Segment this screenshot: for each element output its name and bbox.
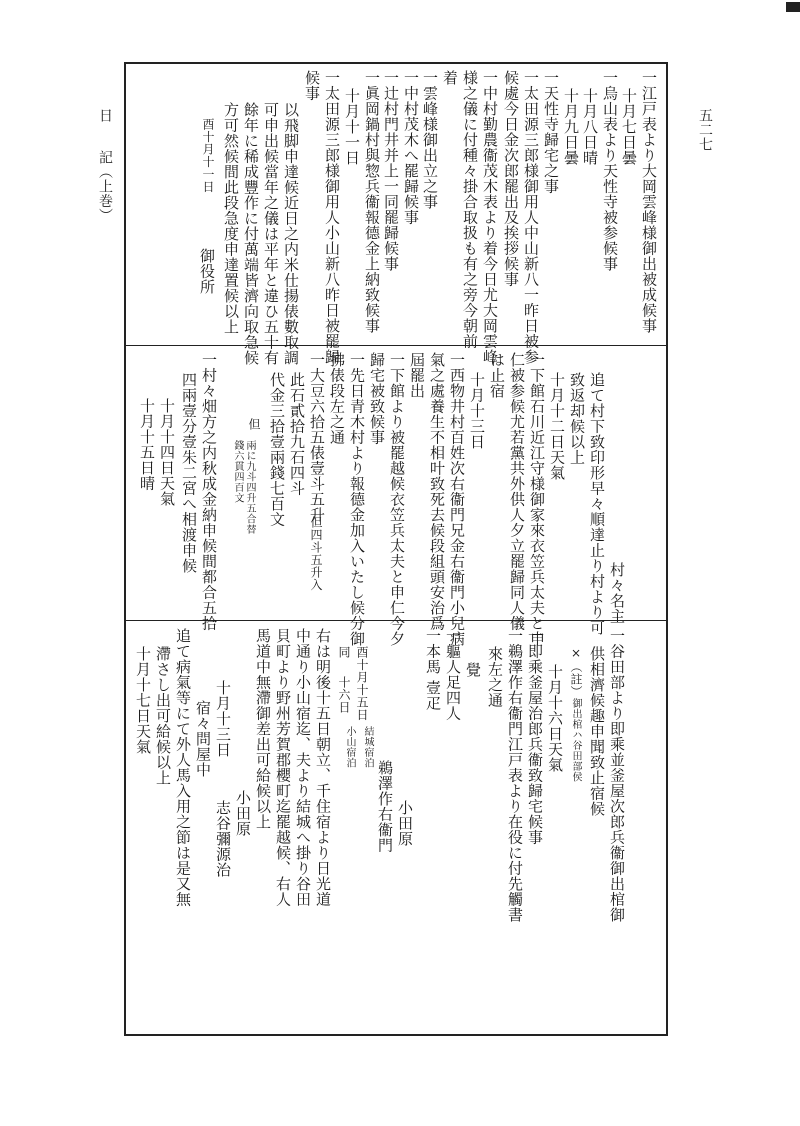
text-column: 鵜澤作右衞門	[376, 760, 394, 853]
text-column: 結城宿泊	[362, 726, 373, 768]
text-column: ×（註）	[569, 646, 583, 698]
text-column: 供相濟候趣申聞致止宿候	[588, 646, 606, 817]
text-column: 仁被参候尤若黨共外供人夕立罷歸同人儀	[508, 352, 526, 631]
text-column: 此石貳拾九石四斗	[288, 372, 306, 496]
text-column: 覺	[464, 662, 482, 678]
text-column: 追て村下致印形早々順達止り村より可	[588, 372, 606, 636]
text-column: 歸宅被致候事	[368, 352, 386, 445]
section-divider	[126, 345, 666, 346]
text-column: 一天性寺歸宅之事	[542, 70, 560, 194]
text-column: 一谷田部より即乘並釜屋次郎兵衞御出棺御	[608, 628, 626, 923]
scan-mark	[786, 2, 800, 12]
text-column: 御出棺ハ谷田部侯	[570, 698, 581, 782]
text-column: 十月九日曇	[562, 88, 580, 166]
text-column: 小山宿泊	[344, 726, 355, 768]
text-column: 方可然候間此段急度申達置候以上	[222, 102, 240, 335]
running-title-right: 記（上巻）	[97, 150, 113, 223]
text-column: 一西物井村百姓次右衞門兄金右衞門小兒病	[448, 352, 466, 647]
text-column: 可申出候當年之儀は平年と違ひ五十有	[262, 102, 280, 366]
page-number: 五二七	[697, 108, 713, 152]
text-column: 四兩壹分壹朱二宮へ相渡申候	[180, 372, 198, 574]
text-column: 一下館より被罷越候衣笠兵太夫と申仁今夕	[388, 352, 406, 647]
text-column: 宿々問屋中	[194, 700, 212, 778]
text-column: 御役所	[198, 248, 216, 295]
text-column: 但	[247, 418, 261, 431]
text-column: 來左之通	[486, 646, 504, 708]
text-column: 一村々畑方之内秋成金納申候間都合五拾	[200, 352, 218, 631]
text-column: 着	[441, 70, 459, 86]
text-column: 餘年に稀成豐作に付萬端皆濟向取急候	[242, 102, 260, 366]
text-column: 村々名主	[608, 562, 626, 624]
text-column: 以飛脚申達候近日之内米仕揚俵數取調	[282, 102, 300, 366]
text-column: 様之儀に付種々掛合取扱も有之旁今朝前	[461, 70, 479, 349]
text-column: 候事	[303, 70, 321, 101]
text-column: 一軀人足四人	[444, 628, 462, 721]
text-column: 滯さし出可給候以上	[154, 646, 172, 786]
text-column: 一大豆六拾五俵壹斗五升	[308, 352, 326, 523]
text-column: 一下館石川近江守様御家來衣笠兵太夫と申	[528, 352, 546, 647]
text-column: 十月十一日	[343, 88, 361, 166]
text-column: 代金三拾壹兩錢七百文	[268, 372, 286, 527]
text-column: 屆罷出	[408, 352, 426, 399]
text-column: 十六日	[337, 676, 351, 714]
text-column: 候處今日金次郎罷出及挨拶候事	[502, 70, 520, 287]
text-column: 十月十六日天氣	[546, 664, 564, 773]
text-column: 一中村茂木へ罷歸候事	[402, 70, 420, 225]
text-column: 一雲峰様御出立之事	[421, 70, 439, 210]
text-column: 壹疋	[424, 680, 442, 711]
text-column: 右は明後十五日朝立、千住宿より日光道	[314, 628, 332, 907]
text-column: 兩に九斗四升五合替	[244, 440, 255, 535]
text-column: 一眞岡鍋村與惣兵衞報德金上納致候事	[363, 70, 381, 334]
text-column: 貝町より野州芳賀郡櫻町迄罷越候、右人	[274, 628, 292, 907]
text-column: 一太田源三郎様御用人小山新八昨日被罷歸	[323, 70, 341, 365]
text-column: 一太田源三郎様御用人中山新八一昨日被参	[522, 70, 540, 365]
text-column: 酉十月十五日	[355, 646, 369, 721]
text-column: 十月十三日	[214, 680, 232, 758]
text-column: 酉十月十一日	[201, 118, 215, 193]
text-column: 十月十三日	[468, 372, 486, 450]
text-column: 一鵜澤作右衞門江戸表より在役に付先觸書	[506, 628, 524, 923]
text-column: 小田原	[234, 790, 252, 837]
text-column: 同	[337, 646, 351, 659]
text-column: 馬道中無滯御差出可給候以上	[254, 628, 272, 830]
text-column: 一即乘釜屋治郎兵衞致歸宅候事	[526, 628, 544, 845]
text-column: 十月十七日天氣	[134, 646, 152, 755]
text-column: 一先日青木村より報德金加入いたし候分御	[348, 352, 366, 647]
text-column: 一烏山表より天性寺被参候事	[601, 70, 619, 272]
text-column: は止宿	[488, 352, 506, 399]
text-column: 拂俵段左之通	[328, 352, 346, 445]
text-column: 一本馬	[424, 628, 442, 675]
text-column: 致返却候以上	[568, 372, 586, 465]
text-column: 十月八日晴	[581, 88, 599, 166]
text-column: 氣之處養生不相叶致死去候段組頭安治爲	[428, 352, 446, 631]
text-column: 追て病氣等にて外人馬入用之節は是又無	[174, 628, 192, 907]
text-column: 十月十五日晴	[138, 398, 156, 491]
text-column: 一江戸表より大岡雲峰様御出被成候事	[640, 70, 658, 334]
text-column: 一辻村門井并上一同罷歸候事	[382, 70, 400, 272]
text-column: 十月十四日天氣	[158, 398, 176, 507]
text-column: 小田原	[396, 800, 414, 847]
text-column: 錢六貫四百文	[232, 440, 243, 503]
text-column: 但四斗五升入	[309, 516, 323, 591]
text-column: 十月十二日天氣	[548, 372, 566, 481]
text-column: 十月七日曇	[620, 88, 638, 166]
text-column: 一中村勤農衞茂木表より着今日尤大岡雲峰	[481, 70, 499, 365]
text-column: 中通り小山宿迄、夫より結城へ掛り谷田	[294, 628, 312, 907]
text-column: 志谷彌源治	[214, 800, 232, 878]
running-title-left: 日	[97, 108, 113, 123]
